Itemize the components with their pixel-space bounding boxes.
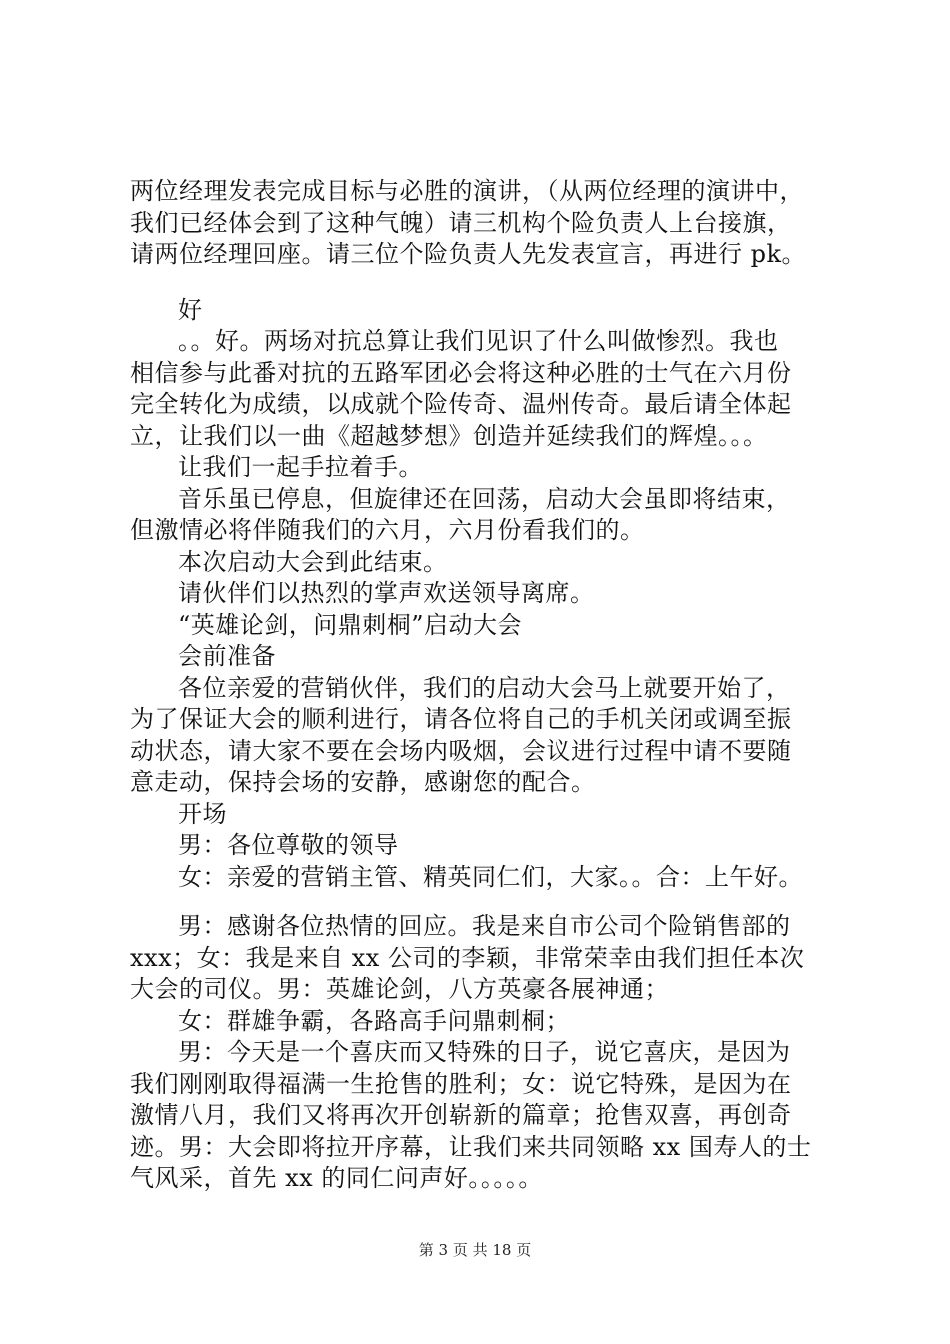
page-number-footer: 第 3 页 共 18 页 bbox=[418, 1241, 532, 1259]
text-line: 各位亲爱的营销伙伴，我们的启动大会马上就要开始了， bbox=[178, 673, 791, 702]
text-line: 迹。男：大会即将拉开序幕，让我们来共同领略 xx 国寿人的士 bbox=[130, 1132, 812, 1161]
text-line: 完全转化为成绩，以成就个险传奇、温州传奇。最后请全体起 bbox=[130, 390, 792, 418]
text-line: xxx；女：我是来自 xx 公司的李颖，非常荣幸由我们担任本次 bbox=[130, 943, 805, 972]
text-line: 但激情必将伴随我们的六月，六月份看我们的。 bbox=[130, 516, 645, 544]
text-line: 。。好。两场对抗总算让我们见识了什么叫做惨烈。我也 bbox=[178, 327, 779, 355]
text-line: 我们刚刚取得福满一生抢售的胜利；女：说它特殊，是因为在 bbox=[130, 1069, 792, 1098]
text-line: 请两位经理回座。请三位个险负责人先发表宣言，再进行 pk。 bbox=[130, 240, 807, 268]
paragraph-gap bbox=[130, 271, 850, 295]
text-line: 让我们一起手拉着手。 bbox=[178, 453, 423, 481]
section-heading: 会前准备 bbox=[178, 642, 276, 670]
text-line: 意走动，保持会场的安静，感谢您的配合。 bbox=[130, 768, 596, 796]
text-line: 本次启动大会到此结束。 bbox=[178, 547, 448, 576]
text-line: 我们已经体会到了这种气魄）请三机构个险负责人上台接旗， bbox=[130, 208, 792, 237]
paragraph-gap bbox=[130, 893, 850, 911]
section-heading: “英雄论剑，问鼎刺桐”启动大会 bbox=[178, 610, 523, 639]
text-line: 两位经理发表完成目标与必胜的演讲，（从两位经理的演讲中， bbox=[130, 177, 804, 205]
document-body bbox=[130, 176, 850, 1195]
text-line: 音乐虽已停息，但旋律还在回荡，启动大会虽即将结束， bbox=[178, 484, 791, 513]
text-line: 动状态，请大家不要在会场内吸烟，会议进行过程中请不要随 bbox=[130, 736, 792, 765]
text-line: 男：各位尊敬的领导 bbox=[178, 831, 399, 859]
text-line: 男：感谢各位热情的回应。我是来自市公司个险销售部的 bbox=[178, 912, 791, 940]
text-line: 请伙伴们以热烈的掌声欢送领导离席。 bbox=[178, 579, 595, 607]
text-line: 激情八月，我们又将再次开创崭新的篇章；抢售双喜，再创奇 bbox=[130, 1101, 792, 1129]
text-line: 相信参与此番对抗的五路军团必会将这种必胜的士气在六月份 bbox=[130, 358, 792, 387]
section-heading: 开场 bbox=[178, 799, 227, 828]
text-line: 气风采，首先 xx 的同仁问声好。。。。。 bbox=[130, 1164, 543, 1192]
text-line: 女：群雄争霸，各路高手问鼎刺桐； bbox=[178, 1006, 570, 1035]
text-line: 为了保证大会的顺利进行，请各位将自己的手机关闭或调至振 bbox=[130, 705, 792, 733]
text-line: 好 bbox=[178, 295, 203, 324]
text-line: 男：今天是一个喜庆而又特殊的日子，说它喜庆，是因为 bbox=[178, 1038, 791, 1066]
text-line: 立，让我们以一曲《超越梦想》创造并延续我们的辉煌。。。 bbox=[130, 421, 768, 450]
text-line: 女：亲爱的营销主管、精英同仁们，大家。。合：上午好。 bbox=[178, 862, 803, 891]
text-line: 大会的司仪。男：英雄论剑，八方英豪各展神通； bbox=[130, 975, 669, 1003]
